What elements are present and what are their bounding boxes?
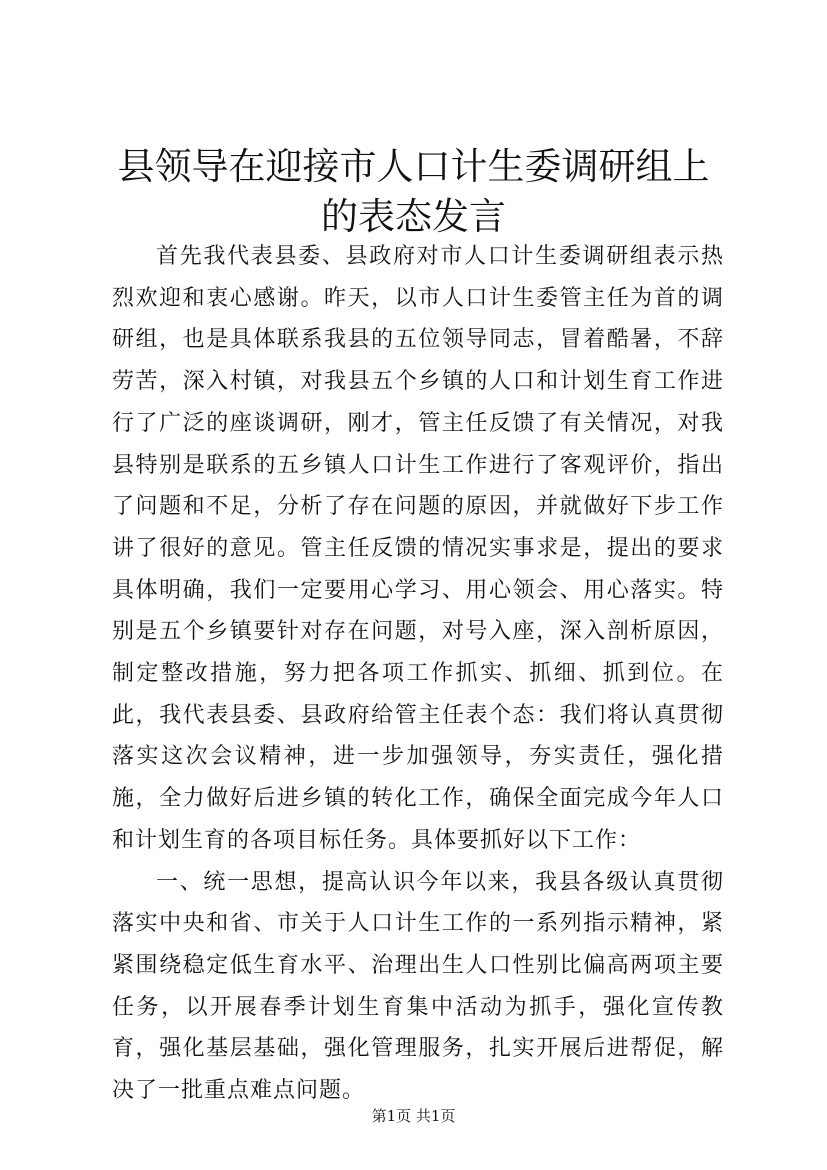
document-body	[112, 236, 724, 1112]
page-footer: 第1页 共1页	[371, 1107, 456, 1125]
paragraph-2: 一、统一思想，提高认识今年以来，我县各级认真贯彻落实中央和省、市关于人口计生工作的一系列指示精神，紧紧围绕稳定低生育水平、治理出生人口性别比偏高两项主要任务，以开展春季计划生育集中活动为抓手，强化宣传教育，强化基层基础，强化管理服务，扎实开展后进帮促，解决了一批重点难点问题。	[112, 869, 724, 1104]
document-title: 县领导在迎接市人口计生委调研组上的表态发言	[117, 145, 710, 238]
paragraph-1: 首先我代表县委、县政府对市人口计生委调研组表示热烈欢迎和衷心感谢。昨天，以市人口计生委管主任为首的调研组，也是具体联系我县的五位领导同志，冒着酷暑，不辞劳苦，深入村镇，对我县五个乡镇的人口和计划生育工作进行了广泛的座谈调研，刚才，管主任反馈了有关情况，对我县特别是联系的五乡镇人口计生工作进行了客观评价，指出了问题和不足，分析了存在问题的原因，并就做好下步工作讲了很好的意见。管主任反馈的情况实事求是，提出的要求具体明确，我们一定要用心学习、用心领会、用心落实。特别是五个乡镇要针对存在问题，对号入座，深入剖析原因，制定整改措施，努力把各项工作抓实、抓细、抓到位。在此，我代表县委、县政府给管主任表个态：我们将认真贯彻落实这次会议精神，进一步加强领导，夯实责任，强化措施，全力做好后进乡镇的转化工作，确保全面完成今年人口和计划生育的各项目标任务。具体要抓好以下工作：	[112, 244, 724, 853]
